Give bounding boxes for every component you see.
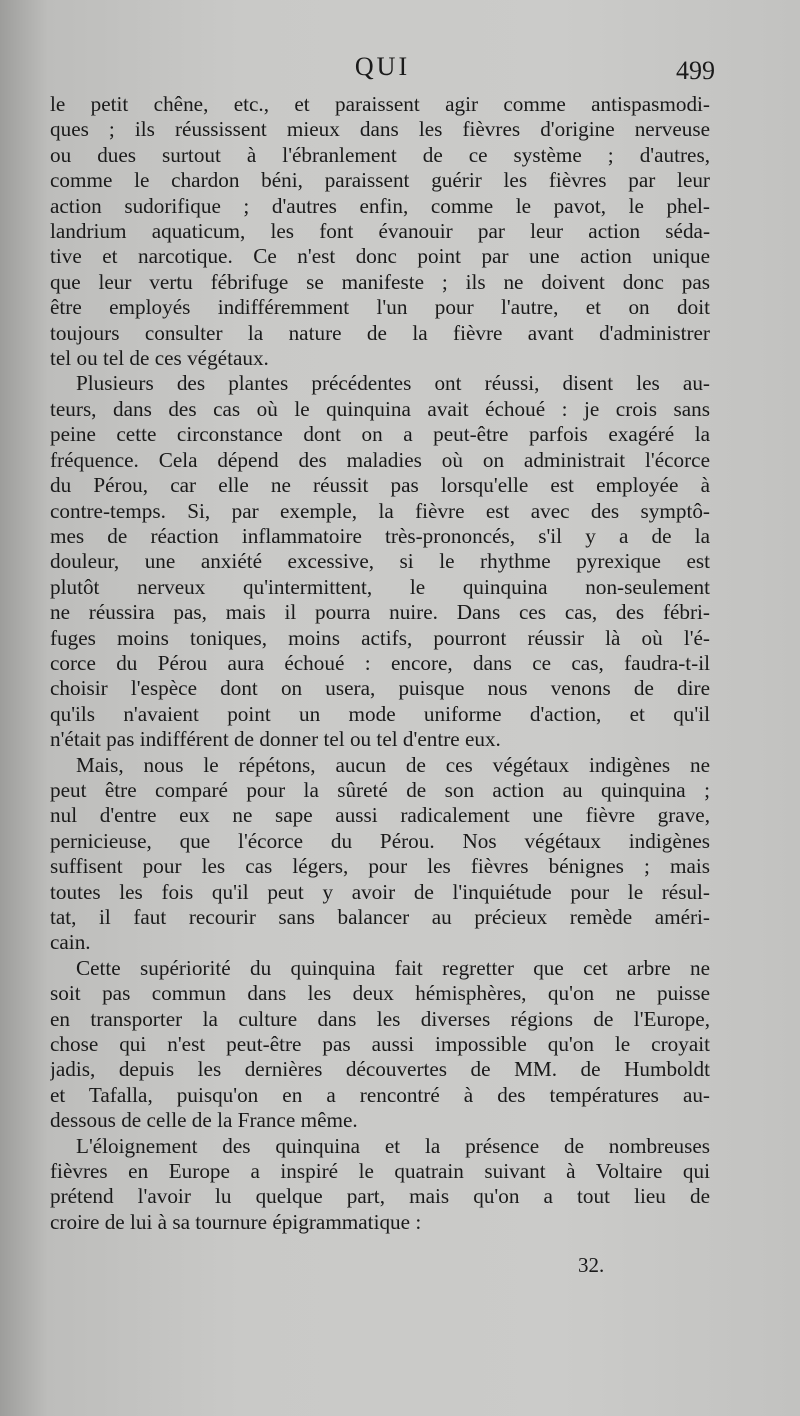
text-line: tat, il faut recourir sans balancer au précieux remède améri-: [50, 905, 710, 929]
text-line: corce du Pérou aura échoué : encore, dans ce cas, faudra-t-il: [50, 650, 710, 675]
running-head: QUI: [354, 52, 411, 81]
text-line: du Pérou, car elle ne réussit pas lorsqu'elle est employée à: [50, 473, 710, 498]
text-line: qu'ils n'avaient point un mode uniforme d'action, et qu'il: [50, 701, 710, 726]
text-line: être employés indifféremment l'un pour l'autre, et on doit: [50, 295, 710, 320]
text-line: ne réussira pas, mais il pourra nuire. Dans ces cas, des fébri-: [50, 600, 710, 625]
text-line: suffisent pour les cas légers, pour les fièvres bénignes ; mais: [50, 854, 710, 879]
text-line: tel ou tel de ces végétaux.: [50, 346, 269, 371]
text-line: cain.: [50, 930, 91, 955]
text-line: douleur, une anxiété excessive, si le rhythme pyrexique est: [50, 549, 710, 574]
text-line: ques ; ils réussissent mieux dans les fièvres d'origine nerveuse: [50, 117, 710, 142]
text-line: jadis, depuis les dernières découvertes de MM. de Humboldt: [50, 1057, 710, 1082]
text-line: toujours consulter la nature de la fièvre avant d'administrer: [50, 320, 710, 345]
body-text: [50, 92, 710, 1235]
text-line: mes de réaction inflammatoire très-prononcés, s'il y a de la: [50, 523, 710, 548]
text-line: landrium aquaticum, les font évanouir par leur action séda-: [50, 219, 710, 244]
signature-mark: 32.: [578, 1253, 605, 1277]
text-line: teurs, dans des cas où le quinquina avait échoué : je crois sans: [50, 396, 710, 421]
text-line: croire de lui à sa tournure épigrammatique :: [50, 1209, 422, 1234]
text-line: choisir l'espèce dont on usera, puisque nous venons de dire: [50, 676, 710, 701]
text-line: soit pas commun dans les deux hémisphères, qu'on ne puisse: [50, 981, 710, 1006]
text-line: et Tafalla, puisqu'on en a rencontré à des températures au-: [50, 1082, 710, 1107]
text-line: fuges moins toniques, moins actifs, pourront réussir là où l'é-: [50, 625, 710, 650]
page-header: [50, 52, 715, 92]
text-line: fièvres en Europe a inspiré le quatrain suivant à Voltaire qui: [50, 1159, 710, 1184]
text-line: L'éloignement des quinquina et la présence de nombreuses: [76, 1133, 710, 1158]
text-line: Mais, nous le répétons, aucun de ces végétaux indigènes ne: [76, 752, 710, 777]
text-line: ou dues surtout à l'ébranlement de ce système ; d'autres,: [50, 142, 710, 167]
text-line: fréquence. Cela dépend des maladies où on administrait l'écorce: [50, 447, 710, 472]
text-line: chose qui n'est peut-être pas aussi impossible qu'on le croyait: [50, 1032, 710, 1057]
text-line: comme le chardon béni, paraissent guérir les fièvres par leur: [50, 168, 710, 193]
text-line: tive et narcotique. Ce n'est donc point par une action unique: [50, 244, 710, 269]
text-line: que leur vertu fébrifuge se manifeste ; ils ne doivent donc pas: [50, 269, 710, 294]
text-line: n'était pas indifférent de donner tel ou tel d'entre eux.: [50, 727, 501, 752]
page-number: 499: [676, 56, 715, 85]
text-line: Plusieurs des plantes précédentes ont réussi, disent les au-: [76, 371, 710, 396]
text-line: le petit chêne, etc., et paraissent agir comme antispasmodi-: [50, 92, 710, 116]
text-line: prétend l'avoir lu quelque part, mais qu'on a tout lieu de: [50, 1184, 710, 1209]
text-line: toutes les fois qu'il peut y avoir de l'inquiétude pour le résul-: [50, 879, 710, 904]
text-line: plutôt nerveux qu'intermittent, le quinquina non-seulement: [50, 574, 710, 599]
text-line: action sudorifique ; d'autres enfin, comme le pavot, le phel-: [50, 193, 710, 218]
text-line: peut être comparé pour la sûreté de son action au quinquina ;: [50, 777, 710, 802]
text-line: peine cette circonstance dont on a peut-être parfois exagéré la: [50, 422, 710, 447]
text-line: contre-temps. Si, par exemple, la fièvre est avec des symptô-: [50, 498, 710, 523]
text-line: en transporter la culture dans les diverses régions de l'Europe,: [50, 1006, 710, 1031]
text-line: pernicieuse, que l'écorce du Pérou. Nos végétaux indigènes: [50, 828, 710, 853]
text-line: nul d'entre eux ne sape aussi radicalement une fièvre grave,: [50, 803, 710, 828]
text-line: Cette supériorité du quinquina fait regretter que cet arbre ne: [76, 955, 710, 980]
text-line: dessous de celle de la France même.: [50, 1108, 358, 1133]
